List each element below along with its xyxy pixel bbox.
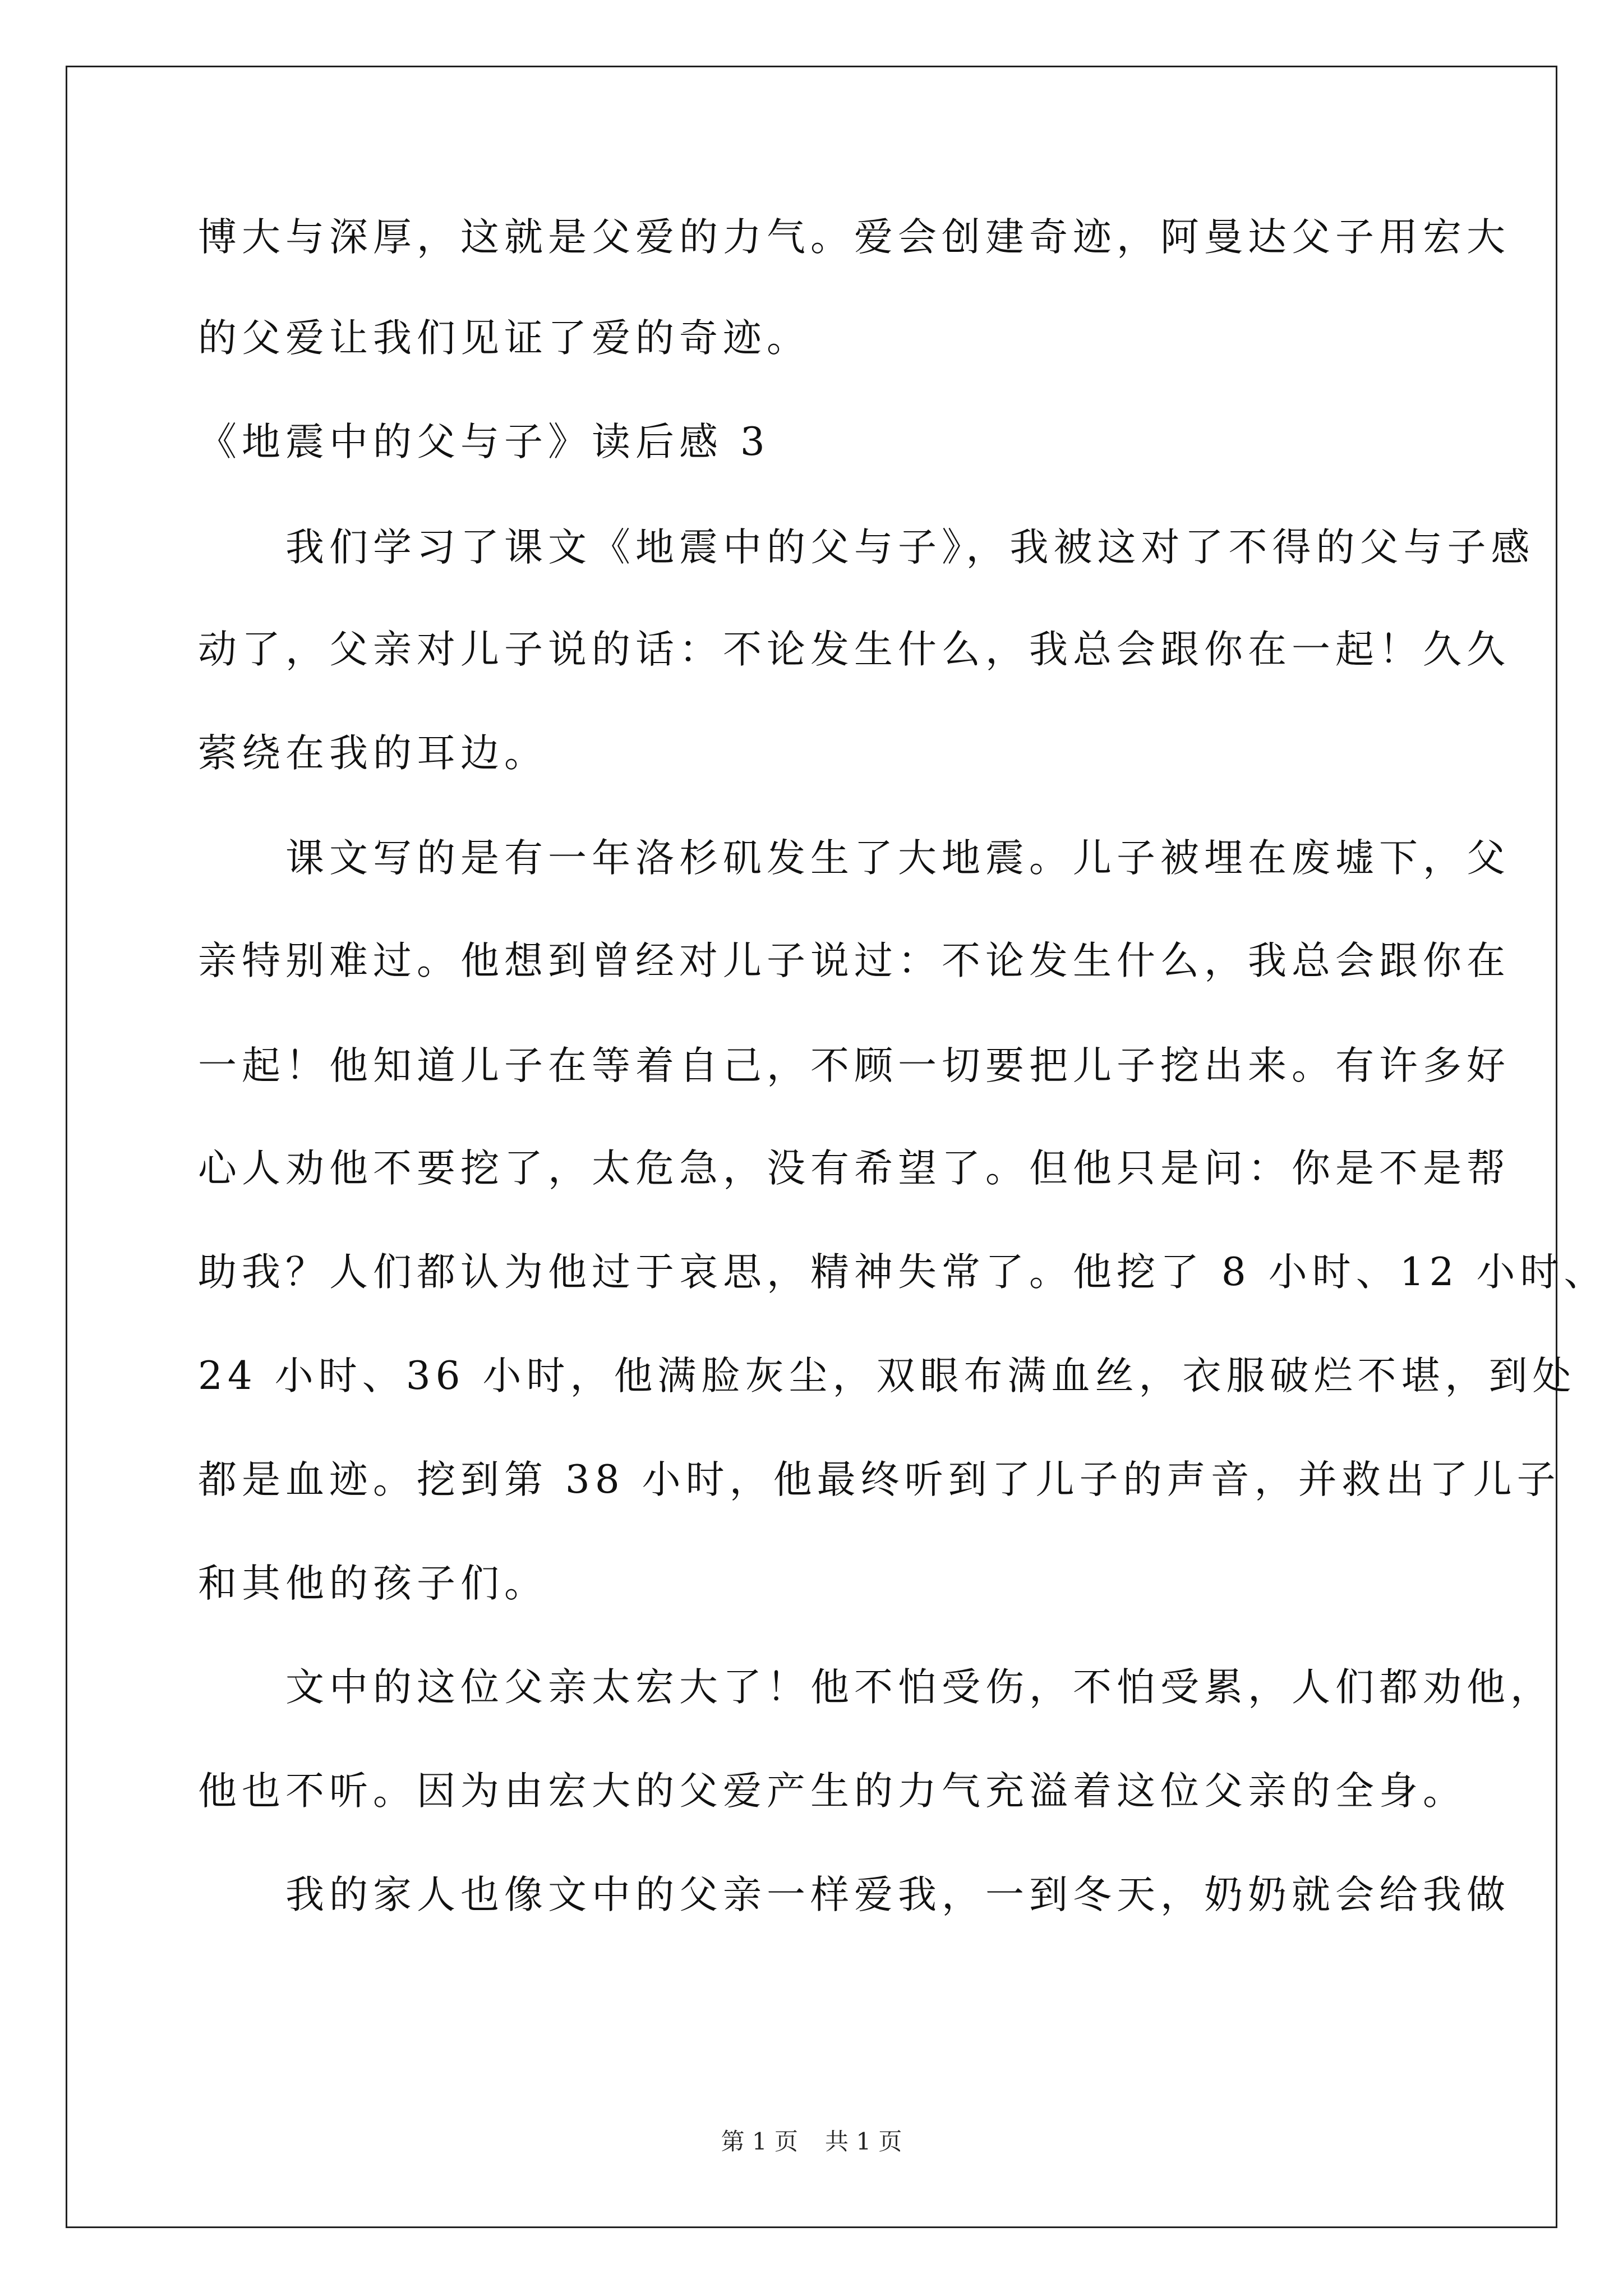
text-line: 一起！他知道儿子在等着自己，不顾一切要把儿子挖出来。有许多好	[198, 1043, 1510, 1088]
page-total: 共 1 页	[825, 2128, 902, 2155]
text-line: 动了，父亲对儿子说的话：不论发生什么，我总会跟你在一起！久久	[198, 627, 1510, 672]
text-line: 我们学习了课文《地震中的父与子》，我被这对了不得的父与子感	[198, 525, 1535, 570]
page-footer	[0, 2126, 1623, 2157]
text-line: 的父爱让我们见证了爱的奇迹。	[198, 316, 810, 361]
text-line: 博大与深厚，这就是父爱的力气。爱会创建奇迹，阿曼达父子用宏大	[198, 215, 1510, 260]
text-line: 他也不听。因为由宏大的父爱产生的力气充溢着这位父亲的全身。	[198, 1769, 1467, 1814]
text-line: 课文写的是有一年洛杉矶发生了大地震。儿子被埋在废墟下，父	[198, 836, 1510, 881]
text-line: 心人劝他不要挖了，太危急，没有希望了。但他只是问：你是不是帮	[198, 1146, 1510, 1191]
section-heading: 《地震中的父与子》读后感 3	[198, 420, 770, 464]
text-line: 24 小时、36 小时，他满脸灰尘，双眼布满血丝，衣服破烂不堪，到处	[198, 1354, 1576, 1398]
text-line: 亲特别难过。他想到曾经对儿子说过：不论发生什么，我总会跟你在	[198, 938, 1510, 983]
text-line: 都是血迹。挖到第 38 小时，他最终听到了儿子的声音，并救出了儿子	[198, 1457, 1561, 1502]
page-number: 第 1 页	[721, 2128, 798, 2155]
text-line: 萦绕在我的耳边。	[198, 731, 548, 776]
text-line: 文中的这位父亲太宏大了！他不怕受伤，不怕受累，人们都劝他，	[198, 1665, 1554, 1710]
text-line: 我的家人也像文中的父亲一样爱我，一到冬天，奶奶就会给我做	[198, 1872, 1510, 1917]
text-line: 和其他的孩子们。	[198, 1561, 548, 1606]
text-line: 助我？人们都认为他过于哀思，精神失常了。他挖了 8 小时、12 小时、	[198, 1250, 1608, 1295]
